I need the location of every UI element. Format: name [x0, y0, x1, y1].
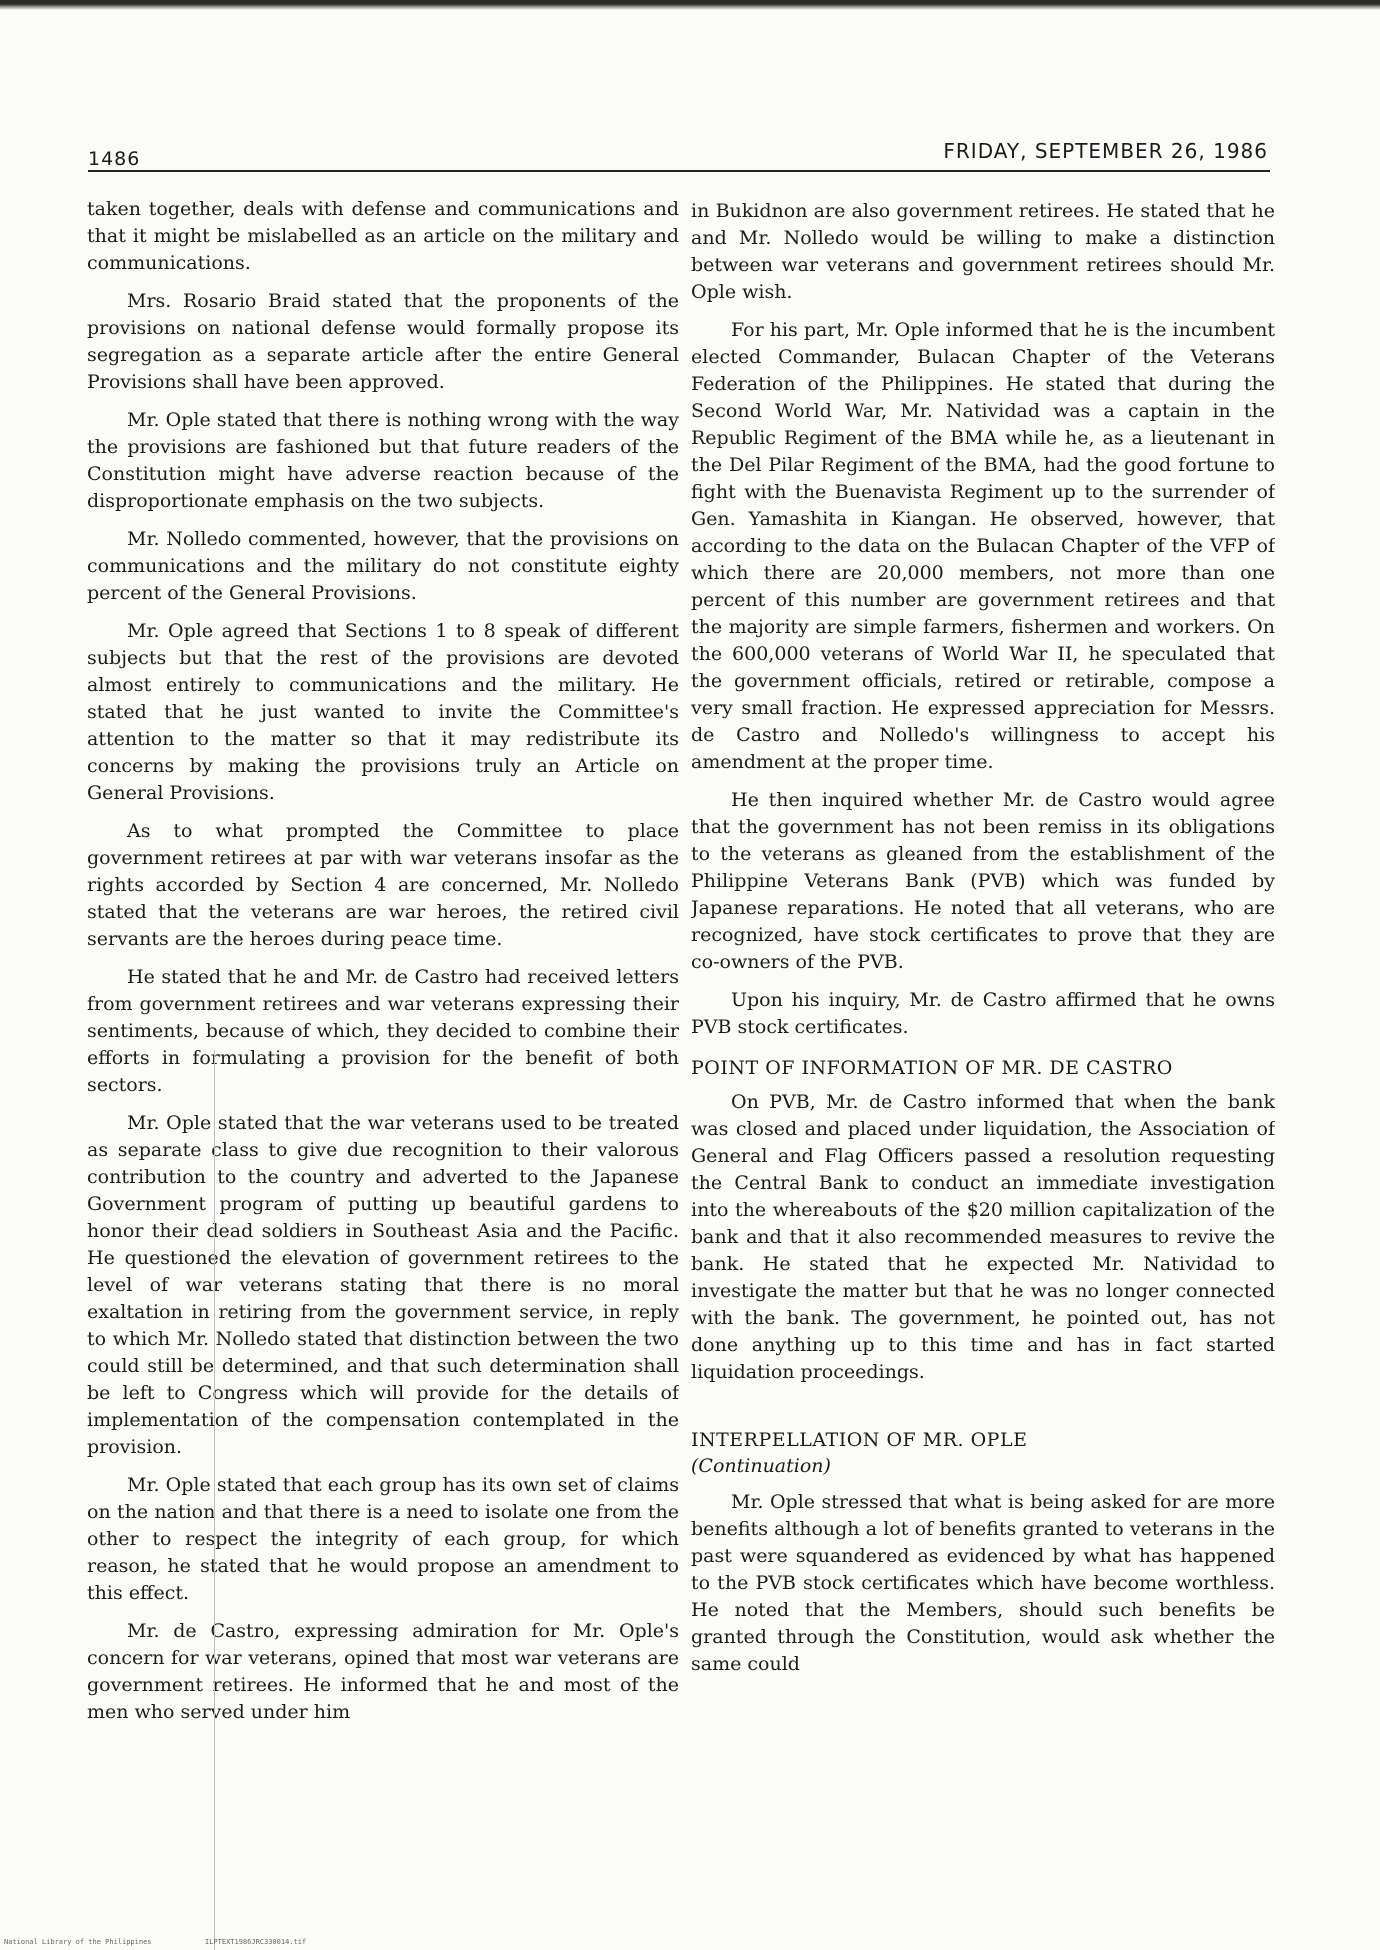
paragraph: He then inquired whether Mr. de Castro would agree that the government has not been remiss in its obligations to the veterans as gleaned from the establishment of the Philippine Veterans Bank (PVB) which was funded by Japanese reparations. He noted that all veterans, who are recognized, have stock certificates to prove that they are co-owners of the PVB.: [691, 789, 1275, 973]
scan-artifact-line: [214, 1050, 215, 1950]
paragraph: Upon his inquiry, Mr. de Castro affirmed that he owns PVB stock certificates.: [691, 989, 1275, 1038]
paragraph: Mr. Ople stressed that what is being asked for are more benefits although a lot of benefits granted to veterans in the past were squandered as evidenced by what has happened to the PVB stock certificates which have become worthless. He noted that the Members, should such benefits be granted through the Constitution, would ask whether the same could: [691, 1491, 1275, 1675]
paragraph: On PVB, Mr. de Castro informed that when the bank was closed and placed under liquidation, the Association of General and Flag Officers passed a resolution requesting the Central Bank to conduct an immediate investigation into the whereabouts of the $20 million capitalization of the bank and that it also recommended measures to revive the bank. He stated that he expected Mr. Natividad to investigate the matter but that he was no longer connected with the bank. The government, he pointed out, has not done anything up to this time and has in fact started liquidation proceedings.: [691, 1091, 1275, 1383]
header-rule: [88, 170, 1270, 172]
section-heading: INTERPELLATION OF MR. OPLE: [691, 1429, 1028, 1451]
section-heading: POINT OF INFORMATION OF MR. DE CASTRO: [691, 1057, 1173, 1079]
paragraph: Mr. Ople agreed that Sections 1 to 8 speak of different subjects but that the rest of the provisions are devoted almost entirely to communications and the military. He stated that he just wanted to invite the Committee's attention to the matter so that it may redistribute its concerns by making the provisions truly an Article on General Provisions.: [87, 620, 679, 804]
paragraph: Mr. Nolledo commented, however, that the provisions on communications and the military do not constitute eighty percent of the General Provisions.: [87, 528, 679, 604]
right-column: [691, 198, 1275, 1888]
paragraph: As to what prompted the Committee to place government retirees at par with war veterans insofar as the rights accorded by Section 4 are concerned, Mr. Nolledo stated that the veterans are war heroes, the retired civil servants are the heroes during peace time.: [87, 820, 679, 950]
scan-top-edge: [0, 0, 1380, 10]
left-column: [87, 196, 679, 1886]
paragraph: taken together, deals with defense and communications and that it might be mislabelled as an article on the military and communications.: [87, 198, 679, 274]
paragraph: Mr. de Castro, expressing admiration for Mr. Ople's concern for war veterans, opined that most war veterans are government retirees. He informed that he and most of the men who served under him: [87, 1620, 679, 1723]
paragraph: Mr. Ople stated that each group has its own set of claims on the nation and that there is a need to isolate one from the other to respect the integrity of each group, for which reason, he stated that he would propose an amendment to this effect.: [87, 1474, 679, 1604]
page-number: 1486: [88, 148, 141, 170]
paragraph: in Bukidnon are also government retirees. He stated that he and Mr. Nolledo would be willing to make a distinction between war veterans and government retirees should Mr. Ople wish.: [691, 200, 1275, 303]
page-date: FRIDAY, SEPTEMBER 26, 1986: [943, 139, 1268, 163]
section-gap: [691, 1397, 1275, 1413]
paragraph: For his part, Mr. Ople informed that he is the incumbent elected Commander, Bulacan Chapter of the Veterans Federation of the Philippines. He stated that during the Second World War, Mr. Natividad was a captain in the Republic Regiment of the BMA while he, as a lieutenant in the Del Pilar Regiment of the BMA, had the good fortune to fight with the Buenavista Regiment up to the surrender of Gen. Yamashita in Kiangan. He observed, however, that according to the data on the Bulacan Chapter of the VFP of which there are 20,000 members, not more than one percent of this number are government retirees and that the majority are simple farmers, fishermen and workers. On the 600,000 veterans of World War II, he speculated that the government officials, retired or retirable, compose a very small fraction. He expressed appreciation for Messrs. de Castro and Nolledo's willingness to accept his amendment at the proper time.: [691, 319, 1275, 773]
footer-file-id: ILPTEXT1986JRC330014.tif: [205, 1938, 307, 1946]
section-subheading: (Continuation): [691, 1455, 831, 1477]
paragraph: He stated that he and Mr. de Castro had received letters from government retirees and war veterans expressing their sentiments, because of which, they decided to combine their efforts in formulating a provision for the benefit of both sectors.: [87, 966, 679, 1096]
paragraph: Mrs. Rosario Braid stated that the proponents of the provisions on national defense would formally propose its segregation as a separate article after the entire General Provisions shall have been approved.: [87, 290, 679, 393]
footer-source: National Library of the Philippines: [4, 1938, 152, 1946]
paragraph: Mr. Ople stated that there is nothing wrong with the way the provisions are fashioned but that future readers of the Constitution might have adverse reaction because of the disproportionate emphasis on the two subjects.: [87, 409, 679, 512]
paragraph: Mr. Ople stated that the war veterans used to be treated as separate class to give due recognition to their valorous contribution to the country and adverted to the Japanese Government program of putting up beautiful gardens to honor their dead soldiers in Southeast Asia and the Pacific. He questioned the elevation of government retirees to the level of war veterans stating that there is no moral exaltation in retiring from the government service, in reply to which Mr. Nolledo stated that distinction between the two could still be determined, and that such determination shall be left to Congress which will provide for the details of implementation of the compensation contemplated in the provision.: [87, 1112, 679, 1458]
